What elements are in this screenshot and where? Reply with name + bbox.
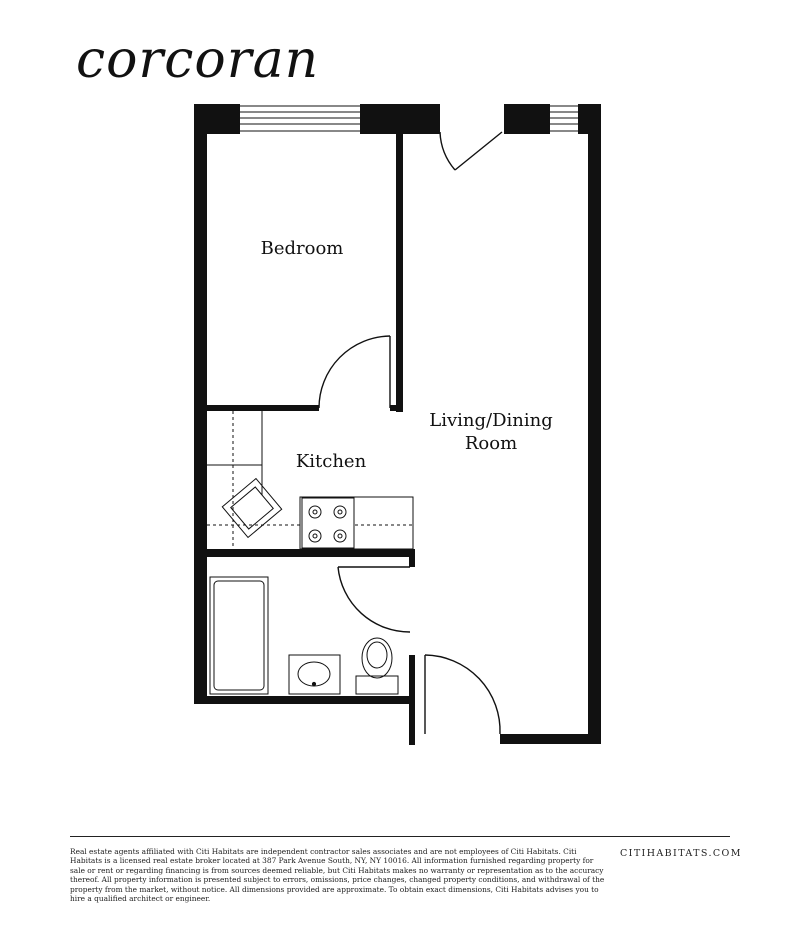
kitchen-fixtures <box>207 411 413 549</box>
bathroom-fixtures <box>210 577 398 694</box>
vanity <box>289 655 340 694</box>
room-label-living-line1: Living/Dining <box>429 410 553 431</box>
website-link[interactable]: CITIHABITATS.COM <box>620 848 742 859</box>
toilet <box>356 638 398 694</box>
bathtub <box>210 577 268 694</box>
stove <box>302 498 354 548</box>
interior-walls <box>207 130 415 745</box>
footer-divider <box>70 836 730 837</box>
brand-logo: corcoran <box>76 30 320 90</box>
legal-disclaimer: Real estate agents affiliated with Citi Habitats are independent contractor sales associates and are not employees of Citi Habitats. Citi Habitats is a licensed real estate broker located at 387 Park Avenue South, NY, NY 10016. All information furnished regarding property for sale or rent or regarding financing is from sources deemed reliable, but Citi Habitats makes no warranty or representation as to the accuracy thereof. All property information is presented subject to errors, omissions, price changes, changed property conditions, and withdrawal of the property from the market, without notice. All dimensions provided are approximate. To obtain exact dimensions, Citi Habitats advises you to hire a qualified architect or engineer. <box>70 847 605 904</box>
room-label-bedroom: Bedroom <box>260 238 344 259</box>
room-label-kitchen: Kitchen <box>295 451 367 472</box>
room-label-living-line2: Room <box>464 433 518 454</box>
sink-kitchen <box>222 479 281 538</box>
